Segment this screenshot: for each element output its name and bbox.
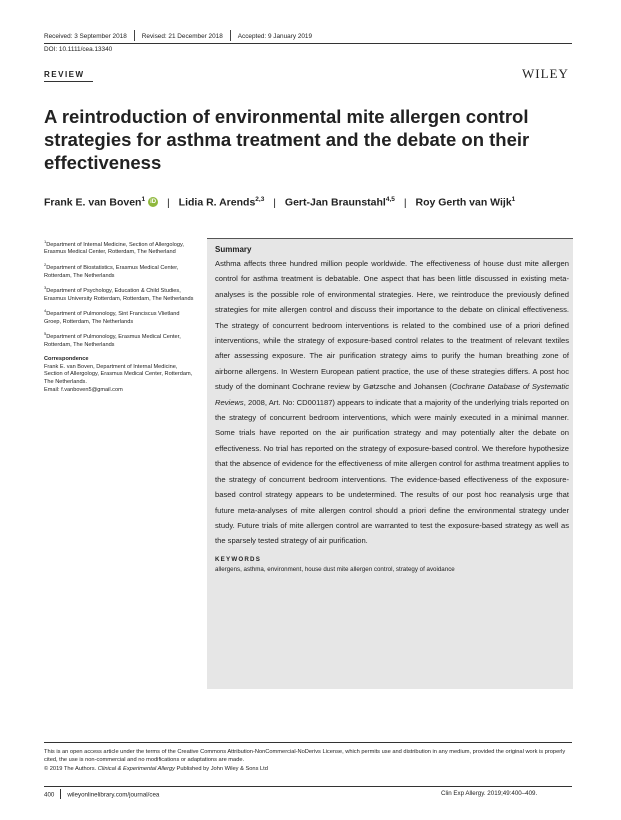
revised-date: Revised: 21 December 2018 (141, 33, 223, 41)
affiliations (44, 238, 196, 394)
article-dates (44, 31, 312, 42)
publisher-logo: WILEY (522, 66, 569, 81)
section-underline (44, 81, 93, 82)
author-separator: | (403, 196, 407, 209)
footer-rule (44, 742, 572, 743)
author-affil-sup: 2,3 (255, 196, 265, 203)
affiliation (44, 261, 196, 280)
divider (230, 30, 231, 41)
keywords-heading: KEYWORDS (215, 555, 262, 563)
affiliation-sup: 4 (44, 308, 47, 314)
page-footer-rule (44, 786, 572, 787)
abstract-text: , 2008, Art. No: CD001187) appears to indicate that a majority of the underlying trials reported on the strategy of concurrent bedroom interventions, which were mainly executed in a minimal manner. Some trials have reported on the air purification strategy and may potentially alter the debate on effectiveness. No trial has reported on the strategy of exposure-based control. We therefore hypothesize that the absence of evidence for the effectiveness of mite allergen control for asthma treatment applies to the strategy of concurrent bedroom interventions. The evidence-based effectiveness of the exposure-based control strategy appears to be undetermined. The results of our post hoc reanalysis urge that future meta-analyses of mite allergen control should a priori define the environmental strategy under study. Future trials of mite allergen control are warranted to test the exposure-based strategy as well as the sparsely tested strategy of air purification. (215, 397, 569, 546)
affiliation (44, 330, 196, 349)
copyright-text: Published by John Wiley & Sons Ltd (174, 765, 268, 772)
license-notice (44, 748, 572, 773)
doi[interactable]: DOI: 10.1111/cea.13340 (44, 46, 113, 53)
section-label: REVIEW (44, 70, 85, 79)
affiliation-text: Department of Biostatistics, Erasmus Medical Center, Rotterdam, The Netherlands (44, 264, 179, 279)
affiliation-text: Department of Psychology, Education & Child Studies, Erasmus University Rotterdam, Rotterdam, The Netherlands (44, 287, 194, 302)
divider (134, 30, 135, 41)
affiliation (44, 284, 196, 303)
affiliation-sup: 2 (44, 262, 47, 268)
accepted-date: Accepted: 9 January 2019 (237, 33, 313, 41)
affiliation (44, 307, 196, 326)
affiliation-text: Department of Internal Medicine, Section of Allergology, Erasmus Medical Center, Rotterdam, The Netherland (44, 241, 184, 256)
journal-name: Clinical & Experimental Allergy (97, 765, 175, 772)
author-affil-sup: 4,5 (385, 196, 395, 203)
author-separator: | (273, 196, 276, 209)
affiliation (44, 238, 196, 257)
citation: Clin Exp Allergy. 2019;49:400–409. (441, 790, 538, 797)
affiliation-text: Department of Pulmonology, Erasmus Medical Center, Rotterdam, The Netherlands (44, 334, 181, 348)
author-list (44, 196, 515, 209)
header-rule (44, 43, 572, 44)
license-text: This is an open access article under the terms of the Creative Commons Attribution-NonCommercial-NoDerivs License, which permits use and distribution in any medium, provided the original work is properly cited, the use is non-commercial and no modifications or adaptations are made. (44, 749, 566, 764)
author-name[interactable]: Lidia R. Arends (178, 196, 256, 209)
author-separator: | (167, 196, 170, 209)
page-number: 400 (44, 791, 55, 799)
abstract-text: Asthma affects three hundred million people worldwide. The effectiveness of house dust mite allergen control for asthma treatment is debatable. One aspect that has been little discussed in existing meta-analyses is the possible role of environmental strategies. Here, we reintroduce the previously defined strategies for mite allergen control and discuss their importance to the debate on clinical effectiveness. The strategy of concurrent bedroom interventions is related to the combined use of a priori defined interventions, while the strategy of exposure-based control relates to the treatment of relevant textiles after assessing exposure. The air purification strategy aims to purify the human breathing zone of airborne allergens. In Western European patient practice, the use of these strategies differs. A post hoc study of the dominant Cochrane review by Gøtzsche and Johansen ( (215, 259, 569, 392)
abstract-heading: Summary (215, 245, 252, 254)
orcid-icon[interactable]: iD (150, 198, 157, 205)
affiliation-sup: 1 (44, 239, 47, 244)
author-name[interactable]: Roy Gerth van Wijk (415, 196, 512, 209)
received-date: Received: 3 September 2018 (44, 33, 127, 41)
author-affil-sup: 1 (511, 196, 516, 203)
abstract-reference: Cochrane Database of Systematic Reviews (215, 382, 570, 407)
abstract-body (215, 256, 569, 549)
author-name[interactable]: Frank E. van Boven (44, 196, 142, 209)
page-footer-left (44, 790, 159, 800)
journal-url[interactable]: wileyonlinelibrary.com/journal/cea (67, 791, 160, 799)
correspondence-text: Frank E. van Boven, Department of Internal Medicine, Section of Allergology, Erasmus Medical Center, Rotterdam, The Netherlands. (44, 363, 193, 386)
correspondence-email[interactable]: Email: f.vanboven5@gmail.com (44, 386, 123, 393)
keywords: allergens, asthma, environment, house dust mite allergen control, strategy of avoidance (215, 565, 455, 573)
divider (60, 789, 61, 799)
article-title: A reintroduction of environmental mite allergen control strategies for asthma treatment and the debate on their effectiveness (44, 106, 530, 173)
copyright-text: © 2019 The Authors. (44, 765, 98, 772)
affiliation-sup: 3 (44, 285, 47, 291)
correspondence (44, 356, 196, 394)
author-name[interactable]: Gert-Jan Braunstahl (284, 196, 386, 209)
abstract-box (207, 238, 573, 689)
author-affil-sup: 1 (141, 196, 146, 203)
affiliation-text: Department of Pulmonology, Sint Franciscus Vlietland Groep, Rotterdam, The Netherlands (44, 311, 180, 325)
correspondence-heading: Correspondence (44, 356, 89, 363)
affiliation-sup: 5 (44, 331, 47, 337)
